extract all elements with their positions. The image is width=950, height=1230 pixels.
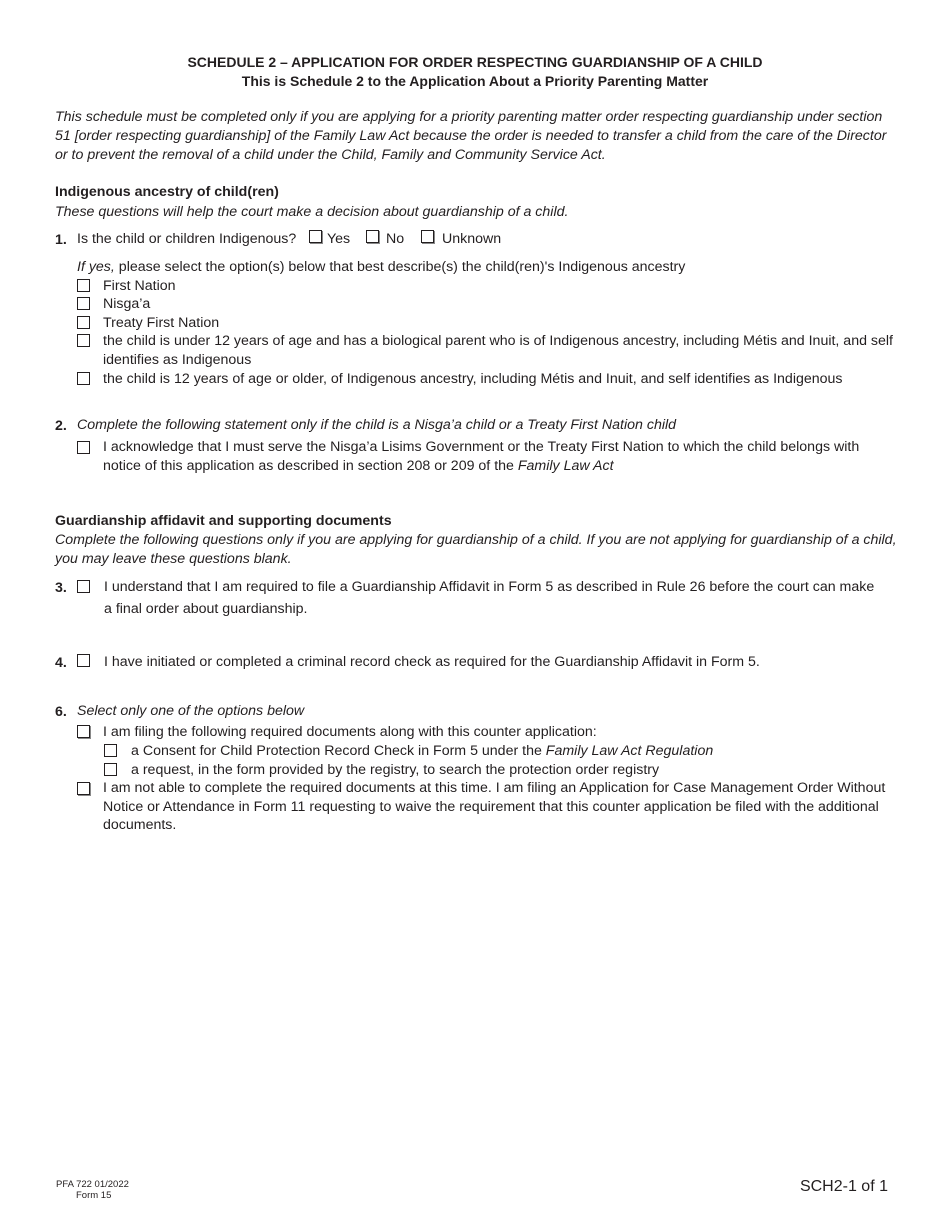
q2-ack-body: I acknowledge that I must serve the Nisga’a Lisims Government or the Treaty First Nation to which the child belongs with notice of this application as described in section 208 or 209 of the [103, 439, 860, 474]
q1-yes-checkbox[interactable] [309, 230, 322, 243]
q3-line2: a final order about guardianship. [104, 601, 308, 617]
guardianship-heading: Guardianship affidavit and supporting documents [55, 513, 392, 529]
q2-number: 2. [55, 418, 67, 434]
q1-unknown-checkbox[interactable] [421, 230, 434, 243]
ancestry-12plus-label: the child is 12 years of age or older, of Indigenous ancestry, including Métis and Inuit, and self identifies as Indigenous [103, 371, 843, 387]
ancestry-12plus-checkbox[interactable] [77, 372, 90, 385]
intro-text: This schedule must be completed only if you are applying for a priority parenting matter order respecting guardianship under section 51 [order respecting guardianship] of the Family Law Act because the order is needed to transfer a child from the care of the Director or to prevent the removal of a child under the Child, Family and Community Service Act. [55, 109, 887, 163]
q6-sub1-body: a Consent for Child Protection Record Check in Form 5 under the [131, 743, 546, 759]
q1-number: 1. [55, 232, 67, 248]
q6-sub2-text: a request, in the form provided by the registry, to search the protection order registry [131, 762, 660, 778]
indigenous-heading: Indigenous ancestry of child(ren) [55, 184, 279, 200]
indigenous-subheading: These questions will help the court make a decision about guardianship of a child. [55, 204, 569, 220]
q1-if-yes-prefix: If yes, [77, 259, 115, 275]
q2-prompt: Complete the following statement only if the child is a Nisga’a child or a Treaty First Nation child [77, 417, 677, 433]
q1-question: Is the child or children Indigenous? [77, 231, 297, 247]
q6-option-b-text: I am not able to complete the required documents at this time. I am filing an Application for Case Management Order Without Notice or Attendance in Form 11 requesting to waive the requirement that this counter application be filed with the additional documents. [103, 780, 886, 833]
schedule-title: SCHEDULE 2 – APPLICATION FOR ORDER RESPECTING GUARDIANSHIP OF A CHILD [187, 54, 763, 70]
q6-option-a-checkbox[interactable] [77, 725, 90, 738]
q2-ack-act: Family Law Act [517, 457, 614, 474]
q6-sub1-reg: Family Law Act Regulation [545, 743, 714, 759]
ancestry-first-nation-label: First Nation [103, 278, 176, 294]
footer-form-code: PFA 722 01/2022 [56, 1179, 129, 1190]
ancestry-treaty-checkbox[interactable] [77, 316, 90, 329]
q4-checkbox[interactable] [77, 654, 90, 667]
ancestry-under12-label: the child is under 12 years of age and has a biological parent who is of Indigenous ancestry, including Métis and Inuit, and self identifies as Indigenous [103, 333, 893, 368]
q1-yes-label: Yes [327, 231, 351, 247]
q2-acknowledge-text [103, 438, 898, 475]
schedule-subtitle: This is Schedule 2 to the Application About a Priority Parenting Matter [241, 73, 709, 89]
q1-unknown-label: Unknown [442, 231, 502, 247]
q1-no-label: No [386, 231, 405, 247]
ancestry-nisgaa-label: Nisga’a [103, 296, 151, 312]
q6-option-b-checkbox[interactable] [77, 782, 90, 795]
q6-sub2-checkbox[interactable] [104, 763, 117, 776]
q3-number: 3. [55, 580, 67, 596]
q6-prompt: Select only one of the options below [77, 703, 305, 719]
q4-text: I have initiated or completed a criminal record check as required for the Guardianship Affidavit in Form 5. [104, 654, 760, 670]
ancestry-under12-checkbox[interactable] [77, 334, 90, 347]
footer-form-number: Form 15 [76, 1190, 112, 1201]
q6-option-a-text: I am filing the following required documents along with this counter application: [103, 724, 597, 740]
q6-number: 6. [55, 704, 67, 720]
ancestry-nisgaa-checkbox[interactable] [77, 297, 90, 310]
q2-acknowledge-checkbox[interactable] [77, 441, 90, 454]
q6-sub1-checkbox[interactable] [104, 744, 117, 757]
guardianship-subheading: Complete the following questions only if you are applying for guardianship of a child. If you are not applying for guardianship of a child, you may leave these questions blank. [55, 532, 897, 567]
page-number: SCH2-1 of 1 [799, 1178, 888, 1195]
q1-if-yes [77, 258, 685, 277]
ancestry-first-nation-checkbox[interactable] [77, 279, 90, 292]
q3-checkbox[interactable] [77, 580, 90, 593]
q3-line1: I understand that I am required to file a Guardianship Affidavit in Form 5 as described in Rule 26 before the court can make [104, 579, 875, 595]
q4-number: 4. [55, 655, 67, 671]
q1-no-checkbox[interactable] [366, 230, 379, 243]
q1-if-yes-text: please select the option(s) below that best describe(s) the child(ren)'s Indigenous ancestry [114, 259, 686, 275]
q6-sub1-text [131, 742, 713, 761]
ancestry-treaty-label: Treaty First Nation [103, 315, 220, 331]
